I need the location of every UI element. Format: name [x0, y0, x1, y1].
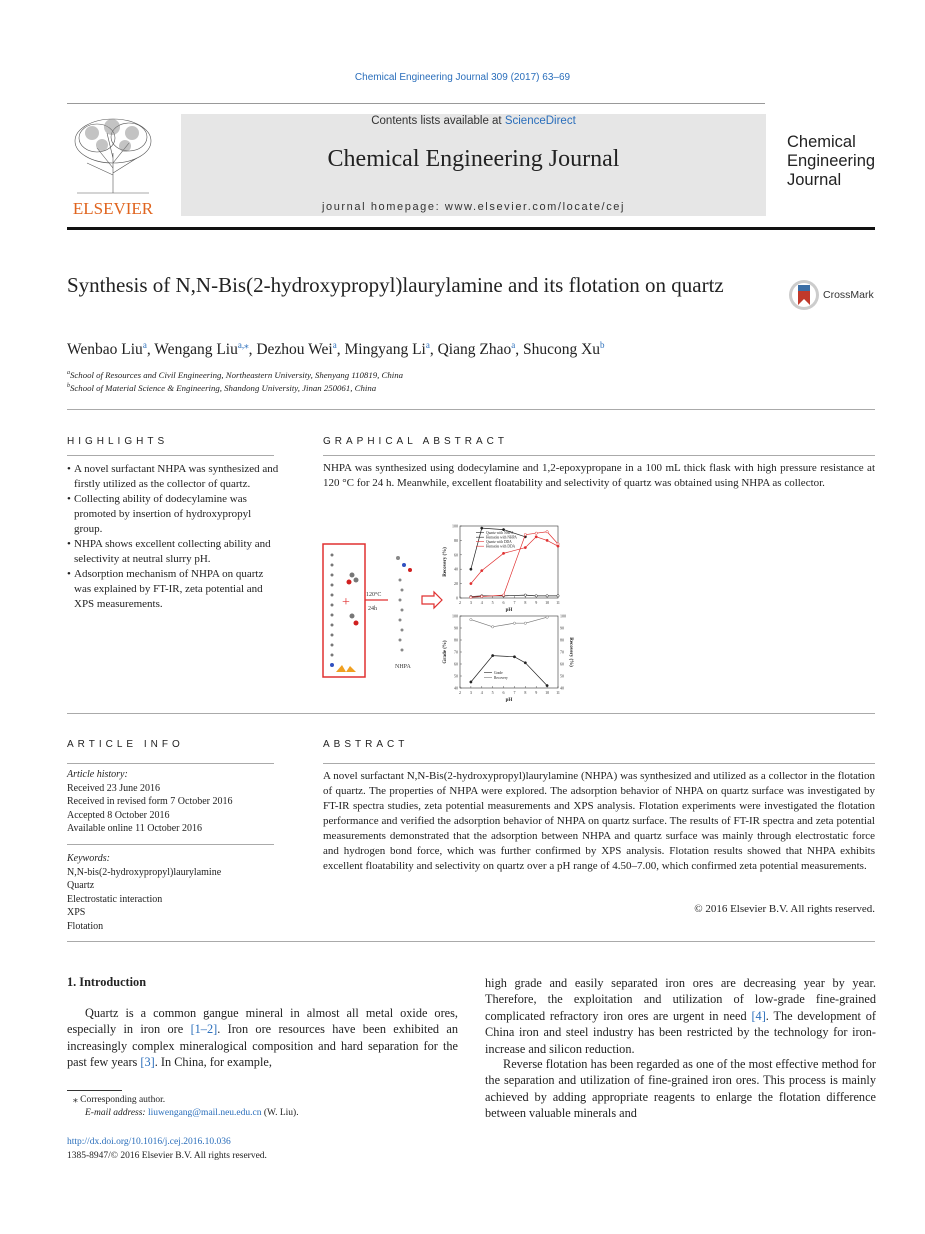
data-point: [513, 656, 515, 658]
highlights-heading: HIGHLIGHTS: [67, 436, 169, 447]
heading-rule: [67, 763, 274, 764]
product-label: NHPA: [395, 664, 411, 670]
keyword: XPS: [67, 907, 86, 918]
y-tick-label: 100: [452, 613, 458, 619]
x-tick-label: 9: [535, 690, 538, 695]
data-point: [557, 543, 559, 545]
affiliation: $^b$School of Material Science & Engineering, Shandong University, Jinan 250061, China: [67, 383, 377, 393]
keywords: Keywords: N,N-bis(2-hydroxypropyl)laurylamine Quartz Electrostatic interaction XPS Flotation: [67, 853, 222, 932]
data-point: [491, 626, 493, 628]
plus-sign: +: [342, 595, 350, 610]
author[interactable]: Shucong Xu: [522, 341, 601, 359]
highlight-item: • Collecting ability of dodecylamine was promoted by insertion of hydroxypropyl group.: [67, 492, 282, 537]
journal-title: Chemical Engineering Journal: [327, 146, 620, 172]
publisher-name: ELSEVIER: [72, 199, 154, 217]
x-tick-label: 7: [513, 600, 516, 605]
y-tick-label: 100: [452, 523, 458, 529]
x-tick-label: 9: [535, 600, 538, 605]
footnote-rule: [67, 1090, 122, 1091]
journal-reference[interactable]: Chemical Engineering Journal 309 (2017) 63–69: [354, 72, 571, 83]
x-tick-label: 4: [480, 600, 483, 605]
header-divider: [67, 103, 765, 104]
y-tick-label: 20: [454, 581, 458, 587]
introduction-heading: 1. Introduction: [67, 975, 147, 989]
x-tick-label: 2: [459, 690, 461, 695]
article-title: Synthesis of N,N-Bis(2-hydroxypropyl)laurylamine and its flotation on quartz: [67, 273, 724, 297]
data-point: [546, 616, 548, 618]
highlight-item: • Adsorption mechanism of NHPA on quartz was explained by FT-IR, zeta potential and XPS measurements.: [67, 567, 282, 612]
data-point: [470, 596, 472, 598]
data-point: [470, 618, 472, 620]
x-tick-label: 3: [469, 600, 472, 605]
data-point: [513, 622, 515, 624]
reaction-time: 24h: [368, 606, 377, 612]
highlight-item: • NHPA shows excellent collecting ability and selectivity at neutral slurry pH.: [67, 537, 282, 567]
x-tick-label: 7: [513, 690, 516, 695]
legend-label: Hematite with NHPA: [486, 535, 517, 540]
x-tick-label: 5: [491, 600, 494, 605]
author[interactable]: Wengang Liu: [154, 341, 238, 359]
citation-link[interactable]: [4]: [751, 1008, 766, 1023]
data-point: [481, 569, 483, 571]
reactant-box: [323, 544, 365, 677]
x-tick-label: 2: [459, 600, 461, 605]
y-tick-label: 40: [454, 685, 458, 691]
x-tick-label: 10: [545, 690, 550, 695]
author[interactable]: Dezhou Wei: [256, 341, 333, 359]
y2-tick-label: 70: [560, 649, 564, 655]
y2-tick-label: 50: [560, 673, 564, 679]
y2-tick-label: 40: [560, 685, 564, 691]
nhpa-molecule: [396, 556, 412, 652]
section-divider: [67, 409, 875, 410]
abstract-heading: ABSTRACT: [323, 739, 409, 750]
email-note: E-mail address: liuwengang@mail.neu.edu.cn (W. Liu).: [85, 1108, 299, 1118]
header-thick-rule: [67, 227, 875, 230]
y-tick-label: 60: [454, 552, 458, 558]
data-point: [524, 622, 526, 624]
reaction-temperature: 120°C: [366, 592, 382, 598]
y-tick-label: 0: [456, 595, 458, 601]
issn-line: 1385-8947/© 2016 Elsevier B.V. All rights reserved.: [67, 1151, 267, 1161]
keyword: N,N-bis(2-hydroxypropyl)laurylamine: [67, 866, 222, 878]
citation-link[interactable]: [3]: [140, 1055, 155, 1070]
data-point: [546, 531, 548, 533]
data-point: [481, 527, 483, 529]
data-point: [524, 662, 526, 664]
article-history: Article history: Received 23 June 2016 Received in revised form 7 October 2016 Accepted 8 October 2016 Available online 11 October 2016: [67, 769, 233, 834]
data-point: [502, 552, 504, 554]
journal-homepage[interactable]: journal homepage: www.elsevier.com/locate/cej: [321, 201, 626, 213]
flotation-arrow: [422, 592, 442, 608]
y2-axis-label: Recovery (%): [568, 637, 573, 667]
data-point: [481, 595, 483, 597]
y-tick-label: 90: [454, 625, 458, 631]
data-point: [524, 533, 526, 535]
data-point: [524, 546, 526, 548]
legend-label: Recovery: [494, 676, 508, 680]
y-tick-label: 60: [454, 661, 458, 667]
x-tick-label: 6: [502, 600, 505, 605]
highlights-list: [67, 462, 282, 612]
crossmark-label[interactable]: CrossMark: [823, 289, 874, 301]
data-point: [546, 684, 548, 686]
y-tick-label: 70: [454, 649, 458, 655]
heading-rule: [67, 455, 274, 456]
graphical-abstract-heading: GRAPHICAL ABSTRACT: [323, 436, 508, 447]
keyword: Quartz: [67, 880, 95, 891]
data-point: [557, 595, 559, 597]
elsevier-tree-logo: [67, 113, 159, 217]
data-point: [470, 681, 472, 683]
highlight-item: • A novel surfactant NHPA was synthesized and firstly utilized as the collector of quartz.: [67, 462, 282, 492]
data-point: [546, 539, 548, 541]
x-tick-label: 11: [556, 690, 560, 695]
email-link[interactable]: liuwengang@mail.neu.edu.cn: [147, 1108, 262, 1118]
x-tick-label: 3: [469, 690, 472, 695]
legend-label: Grade: [494, 671, 503, 675]
series-line: [471, 656, 547, 686]
series-line: [471, 617, 547, 627]
y-tick-label: 40: [454, 566, 458, 572]
y2-tick-label: 100: [560, 613, 566, 619]
heading-rule: [323, 763, 875, 764]
author[interactable]: Mingyang Li: [344, 341, 426, 359]
article-info-heading: ARTICLE INFO: [67, 739, 184, 750]
data-point: [535, 532, 537, 534]
heading-rule: [323, 455, 875, 456]
grade-recovery-chart: [440, 612, 575, 704]
y-axis-label: Recovery (%): [443, 547, 448, 577]
data-point: [535, 595, 537, 597]
author-list: Wenbao Liu$^a$, Wengang Liu$^{a,⁎}$, Dezhou Wei$^a$, Mingyang Li$^a$, Qiang Zhao$^a$, Shucong Xu$^b$: [67, 340, 605, 359]
x-tick-label: 6: [502, 690, 505, 695]
contents-line: Contents lists available at ScienceDirect: [371, 115, 576, 127]
x-axis-label: pH: [505, 608, 513, 613]
abstract-copyright: © 2016 Elsevier B.V. All rights reserved.: [694, 903, 875, 915]
x-tick-label: 8: [524, 600, 527, 605]
graphical-abstract-text: NHPA was synthesized using dodecylamine and 1,2-epoxypropane in a 100 mL thick flask with high pressure resistance at 120 °C for 24 h. Meanwhile, excellent floatability and selectivity of quartz was obtained using NHPA as collector.: [323, 462, 875, 489]
data-point: [546, 595, 548, 597]
x-tick-label: 11: [556, 600, 560, 605]
y2-tick-label: 60: [560, 661, 564, 667]
legend-label: Quartz with DDA: [486, 540, 512, 544]
journal-cover-logo: Chemical Engineering Journal: [787, 133, 876, 189]
author[interactable]: Wenbao Liu: [67, 341, 143, 359]
y-tick-label: 80: [454, 637, 458, 643]
section-divider: [67, 713, 875, 714]
data-point: [470, 568, 472, 570]
y2-tick-label: 80: [560, 637, 564, 643]
data-point: [524, 594, 526, 596]
data-point: [502, 594, 504, 596]
abstract-text: A novel surfactant N,N-Bis(2-hydroxypropyl)laurylamine (NHPA) was synthesized and utilized as a collector in the flotation of quartz. The properties of NHPA were explored. The adsorption behavior of NHPA on quartz surface was investigated by FT-IR spectra studies, zeta potential measurements and XPS analysis. Flotation experiments were investigated the flotation performance and verified the adsorption behavior of NHPA on quartz surface. The results of FT-IR spectra and zeta potential measurements demonstrated that the adsorption between NHPA and quartz surface was mainly through electrostatic force and hydrogen bond force, which was further confirmed by XPS analysis. Flotation results showed that NHPA exhibits excellent floatability and selectivity on quartz over a pH range of 4.50–7.00, which confirmed zeta potential measurements.: [323, 770, 875, 872]
data-point: [535, 536, 537, 538]
section-divider: [67, 941, 875, 942]
author[interactable]: Qiang Zhao: [437, 341, 512, 359]
y2-tick-label: 90: [560, 625, 564, 631]
y-axis-label: Grade (%): [443, 640, 448, 664]
x-axis-label: pH: [505, 698, 513, 703]
citation-link[interactable]: [1–2]: [190, 1022, 218, 1037]
y-tick-label: 50: [454, 673, 458, 679]
keyword: Flotation: [67, 920, 104, 932]
doi-link[interactable]: http://dx.doi.org/10.1016/j.cej.2016.10.036: [67, 1137, 231, 1147]
x-tick-label: 4: [480, 690, 483, 695]
sciencedirect-link[interactable]: ScienceDirect: [504, 115, 576, 127]
data-point: [470, 582, 472, 584]
intro-paragraph: high grade and easily separated iron ores are decreasing year by year. Therefore, the exploitation and utilization of low-grade fine-grained complicated refractory iron ores are urgent in need [4]. The development of China iron and steel industry has been restricted by the technology for iron-increase and silicon reduction.: [485, 976, 877, 1056]
affiliation: $^a$School of Resources and Civil Engineering, Northeastern University, Shenyang 110819, China: [67, 370, 404, 380]
crossmark-icon[interactable]: [788, 279, 820, 311]
info-rule: [67, 844, 274, 845]
x-tick-label: 5: [491, 690, 494, 695]
data-point: [491, 654, 493, 656]
corresponding-author-note: ⁎ Corresponding author.: [73, 1095, 166, 1105]
intro-paragraph: Reverse flotation has been regarded as one of the most effective method for the separation and utilization of fine-grained iron ores. This process is mainly achieved by adding appropriate reagents to enlarge the flotation difference between valuable minerals and: [485, 1057, 876, 1121]
x-tick-label: 8: [524, 690, 527, 695]
intro-paragraph: Quartz is a common gangue mineral in almost all metal oxide ores, especially in iron ore [1–2]. Iron ore resources have been exhibited an increasingly complex mineralogical composition and hard separation for the past few years [3]. In China, for example,: [67, 1006, 458, 1070]
keyword: Electrostatic interaction: [67, 893, 163, 905]
legend-label: Quartz with NHPA: [486, 531, 514, 535]
y-tick-label: 80: [454, 537, 458, 543]
dodecylamine-molecule: [330, 554, 334, 668]
legend-label: Hematite with DDA: [486, 544, 516, 549]
recovery-chart: [440, 522, 575, 614]
x-tick-label: 10: [545, 600, 550, 605]
flame-icon: [336, 665, 356, 672]
